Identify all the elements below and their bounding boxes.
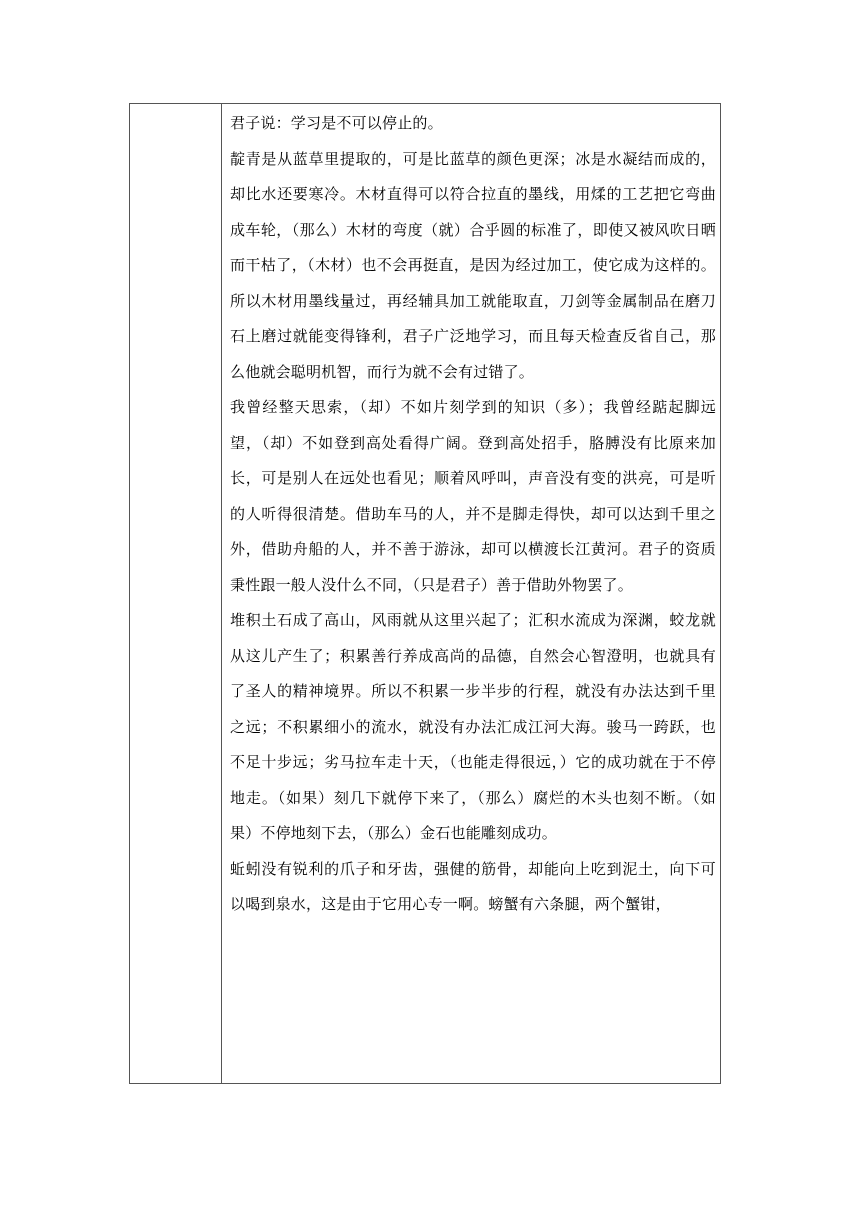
- paragraph-5: 蚯蚓没有锐利的爪子和牙齿，强健的筋骨，却能向上吃到泥土，向下可以喝到泉水，这是由于它用心专一啊。螃蟹有六条腿，两个蟹钳，: [230, 859, 716, 913]
- table-content-cell: [222, 104, 720, 1083]
- translation-table: [129, 103, 721, 1084]
- paragraph-2: 靛青是从蓝草里提取的，可是比蓝草的颜色更深；冰是水凝结而成的，却比水还要寒冷。木材直得可以符合拉直的墨线，用煣的工艺把它弯曲成车轮，（那么）木材的弯度（就）合乎圆的标准了，即使又被风吹日晒而干枯了，（木材）也不会再挺直，是因为经过加工，使它成为这样的。所以木材用墨线量过，再经辅具加工就能取直，刀剑等金属制品在磨刀石上磨过就能变得锋利，君子广泛地学习，而且每天检查反省自己，那么他就会聪明机智，而行为就不会有过错了。: [230, 149, 716, 381]
- paragraph-1: 君子说：学习是不可以停止的。: [230, 114, 443, 132]
- paragraph-3: 我曾经整天思索，（却）不如片刻学到的知识（多）；我曾经踮起脚远望，（却）不如登到高处看得广阔。登到高处招手，胳膊没有比原来加长，可是别人在远处也看见；顺着风呼叫，声音没有变的洪亮，可是听的人听得很清楚。借助车马的人，并不是脚走得快，却可以达到千里之外，借助舟船的人，并不善于游泳，却可以横渡长江黄河。君子的资质秉性跟一般人没什么不同，（只是君子）善于借助外物罢了。: [230, 398, 716, 594]
- paragraph-4: 堆积土石成了高山，风雨就从这里兴起了；汇积水流成为深渊，蛟龙就从这儿产生了；积累善行养成高尚的品德，自然会心智澄明，也就具有了圣人的精神境界。所以不积累一步半步的行程，就没有办法达到千里之远；不积累细小的流水，就没有办法汇成江河大海。骏马一跨跃，也不足十步远；劣马拉车走十天，（也能走得很远，）它的成功就在于不停地走。（如果）刻几下就停下来了，（那么）腐烂的木头也刻不断。（如果）不停地刻下去，（那么）金石也能雕刻成功。: [230, 611, 716, 842]
- table-left-cell: [130, 104, 222, 1083]
